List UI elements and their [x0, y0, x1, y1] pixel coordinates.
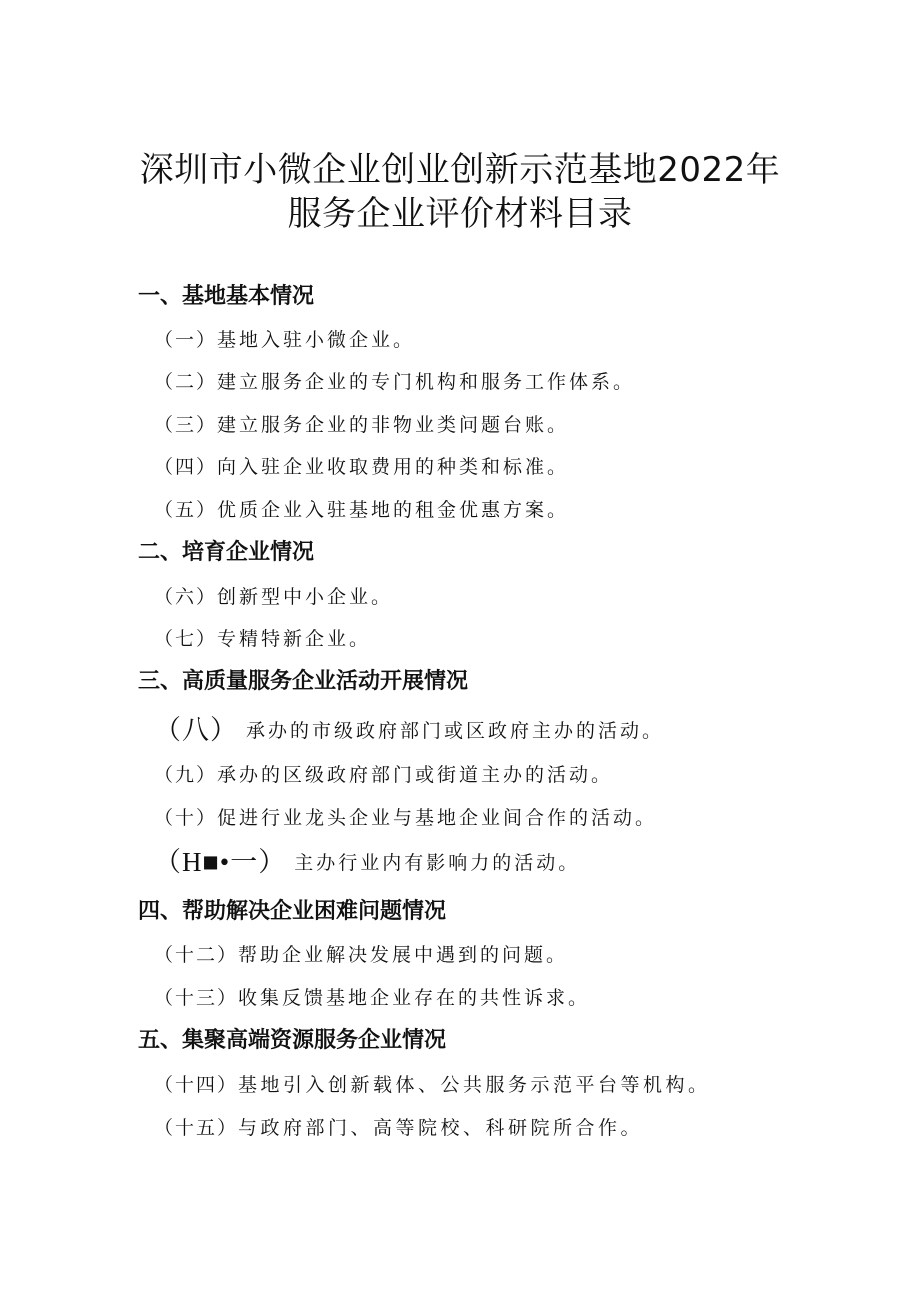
item-number: （十五） [154, 1117, 239, 1139]
list-item [154, 848, 580, 877]
item-text: 促进行业龙头企业与基地企业间合作的活动。 [217, 807, 658, 829]
item-text: 优质企业入驻基地的租金优惠方案。 [217, 499, 570, 521]
document-title-line-1: 深圳市小微企业创业创新示范基地2022年 [139, 150, 781, 190]
list-item [154, 625, 371, 653]
item-text: 帮助企业解决发展中遇到的问题。 [238, 944, 569, 966]
section-heading-2: 二、培育企业情况 [138, 540, 315, 565]
document-title-line-2: 服务企业评价材料目录 [287, 194, 633, 234]
list-item [154, 984, 590, 1012]
item-number: （四） [154, 456, 218, 478]
item-number: （二） [154, 371, 218, 393]
item-text: 与政府部门、高等院校、科研院所合作。 [238, 1117, 644, 1139]
item-number: （六） [154, 586, 218, 608]
list-item [154, 453, 569, 481]
item-number: （五） [154, 499, 218, 521]
section-heading-5: 五、集聚高端资源服务企业情况 [138, 1028, 447, 1053]
section-heading-1: 一、基地基本情况 [138, 284, 315, 309]
item-number: （十） [154, 807, 218, 829]
item-number: （一） [154, 329, 218, 351]
list-item [154, 1071, 711, 1099]
list-item [154, 716, 664, 745]
item-text: 创新型中小企业。 [217, 586, 394, 608]
list-item [154, 326, 415, 354]
item-text: 基地引入创新载体、公共服务示范平台等机构。 [238, 1074, 711, 1096]
list-item [154, 761, 613, 789]
item-number: （三） [154, 414, 218, 436]
item-text: 专精特新企业。 [217, 628, 372, 650]
item-number: （十四） [154, 1074, 239, 1096]
item-number: （七） [154, 628, 218, 650]
list-item [154, 941, 568, 969]
item-text: 主办行业内有影响力的活动。 [294, 852, 581, 874]
item-text: 承办的区级政府部门或街道主办的活动。 [217, 764, 614, 786]
list-item [154, 804, 657, 832]
list-item [154, 411, 569, 439]
item-text: 建立服务企业的专门机构和服务工作体系。 [217, 371, 636, 393]
list-item [154, 496, 569, 524]
item-text: 基地入驻小微企业。 [217, 329, 416, 351]
list-item [154, 1114, 643, 1142]
item-text: 建立服务企业的非物业类问题台账。 [217, 414, 570, 436]
item-number: （十二） [154, 944, 239, 966]
list-item [154, 368, 635, 396]
item-number: （H■•一） [154, 847, 287, 877]
item-text: 向入驻企业收取费用的种类和标准。 [217, 456, 570, 478]
item-text: 收集反馈基地企业存在的共性诉求。 [238, 987, 591, 1009]
section-heading-3: 三、高质量服务企业活动开展情况 [138, 669, 469, 694]
section-heading-4: 四、帮助解决企业困难问题情况 [138, 899, 447, 924]
item-number: （十三） [154, 987, 239, 1009]
item-text: 承办的市级政府部门或区政府主办的活动。 [246, 720, 665, 742]
item-number: （九） [154, 764, 218, 786]
item-number: （八） [154, 715, 238, 745]
list-item [154, 583, 393, 611]
